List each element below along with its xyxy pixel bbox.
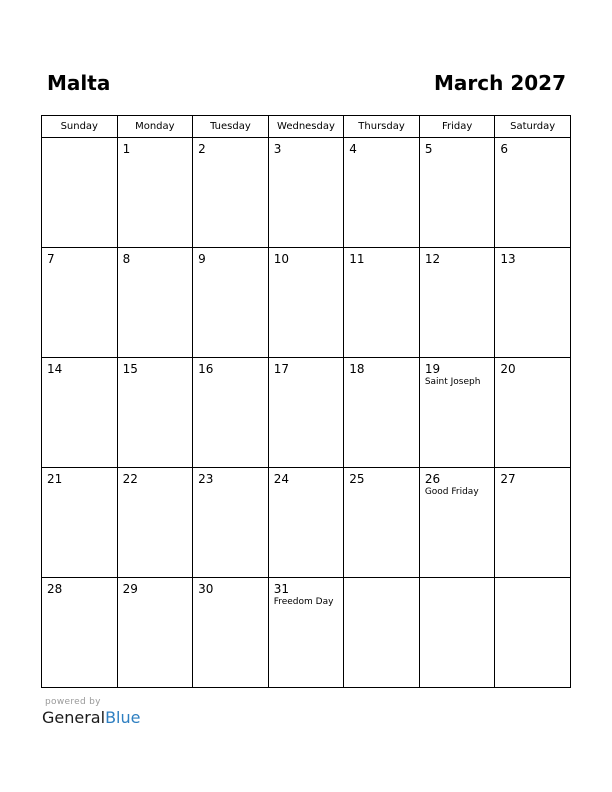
weekday-monday: Monday [117, 116, 193, 138]
footer-branding [42, 697, 140, 727]
day-cell [117, 358, 193, 468]
day-cell [344, 358, 420, 468]
calendar-grid [41, 115, 571, 688]
day-number: 6 [500, 142, 509, 156]
day-cell [419, 578, 495, 688]
weekday-wednesday: Wednesday [268, 116, 344, 138]
week-row [42, 138, 571, 248]
day-cell [495, 358, 571, 468]
day-number: 4 [349, 142, 357, 156]
day-number: 2 [198, 142, 206, 156]
day-cell [117, 138, 193, 248]
day-cell [117, 468, 193, 578]
day-cell [344, 578, 420, 688]
day-cell [268, 248, 344, 358]
day-number: 17 [273, 362, 289, 376]
day-number: 3 [273, 142, 282, 156]
day-cell [268, 358, 344, 468]
weekday-tuesday: Tuesday [193, 116, 269, 138]
day-number: 26 [424, 472, 441, 486]
holiday-label: Saint Joseph [424, 377, 481, 387]
day-number: 31 [273, 582, 289, 596]
day-number: 21 [47, 472, 63, 486]
day-number: 10 [273, 252, 289, 266]
day-cell [344, 248, 420, 358]
day-cell [419, 138, 495, 248]
day-number: 9 [198, 252, 206, 266]
weekday-thursday: Thursday [344, 116, 420, 138]
holiday-label: Freedom Day [273, 597, 334, 607]
day-number: 13 [500, 252, 516, 266]
day-number: 18 [349, 362, 365, 376]
day-cell [193, 468, 269, 578]
day-number: 24 [273, 472, 289, 486]
day-cell [193, 578, 269, 688]
day-cell [42, 468, 118, 578]
day-cell [42, 248, 118, 358]
day-number: 30 [198, 582, 214, 596]
logo-general-text: General [42, 708, 106, 727]
day-number: 16 [198, 362, 214, 376]
day-cell [42, 358, 118, 468]
day-cell [117, 248, 193, 358]
day-cell [193, 138, 269, 248]
week-row [42, 578, 571, 688]
day-cell [117, 578, 193, 688]
holiday-label: Good Friday [424, 487, 479, 497]
day-number: 28 [47, 582, 63, 596]
day-cell [42, 138, 118, 248]
day-number: 12 [424, 252, 441, 266]
day-number: 5 [424, 142, 433, 156]
day-number: 15 [122, 362, 138, 376]
day-number: 29 [122, 582, 138, 596]
weekday-header-row [42, 116, 571, 138]
day-cell [268, 578, 344, 688]
logo-blue-text: Blue [105, 708, 141, 727]
day-cell [193, 248, 269, 358]
weekday-saturday: Saturday [495, 116, 571, 138]
generalblue-logo [42, 708, 140, 727]
day-number: 20 [500, 362, 516, 376]
country-title: Malta [47, 71, 111, 95]
day-cell [42, 578, 118, 688]
weekday-friday: Friday [419, 116, 495, 138]
day-cell [495, 468, 571, 578]
day-number: 27 [500, 472, 516, 486]
day-cell [495, 138, 571, 248]
day-cell [495, 578, 571, 688]
day-number: 1 [122, 142, 131, 156]
day-cell [419, 468, 495, 578]
day-number: 11 [349, 252, 365, 266]
day-cell [268, 138, 344, 248]
day-number: 14 [47, 362, 63, 376]
powered-by-text: powered by [45, 697, 101, 707]
week-row [42, 468, 571, 578]
day-cell [268, 468, 344, 578]
day-cell [495, 248, 571, 358]
day-number: 8 [122, 252, 131, 266]
day-cell [344, 138, 420, 248]
day-number: 22 [122, 472, 138, 486]
day-cell [193, 358, 269, 468]
day-number: 19 [424, 362, 441, 376]
month-year-title: March 2027 [434, 71, 566, 95]
week-row [42, 248, 571, 358]
week-row [42, 358, 571, 468]
day-cell [419, 248, 495, 358]
day-number: 7 [47, 252, 55, 266]
day-cell [344, 468, 420, 578]
day-number: 23 [198, 472, 214, 486]
day-number: 25 [349, 472, 365, 486]
weekday-sunday: Sunday [42, 116, 118, 138]
day-cell [419, 358, 495, 468]
